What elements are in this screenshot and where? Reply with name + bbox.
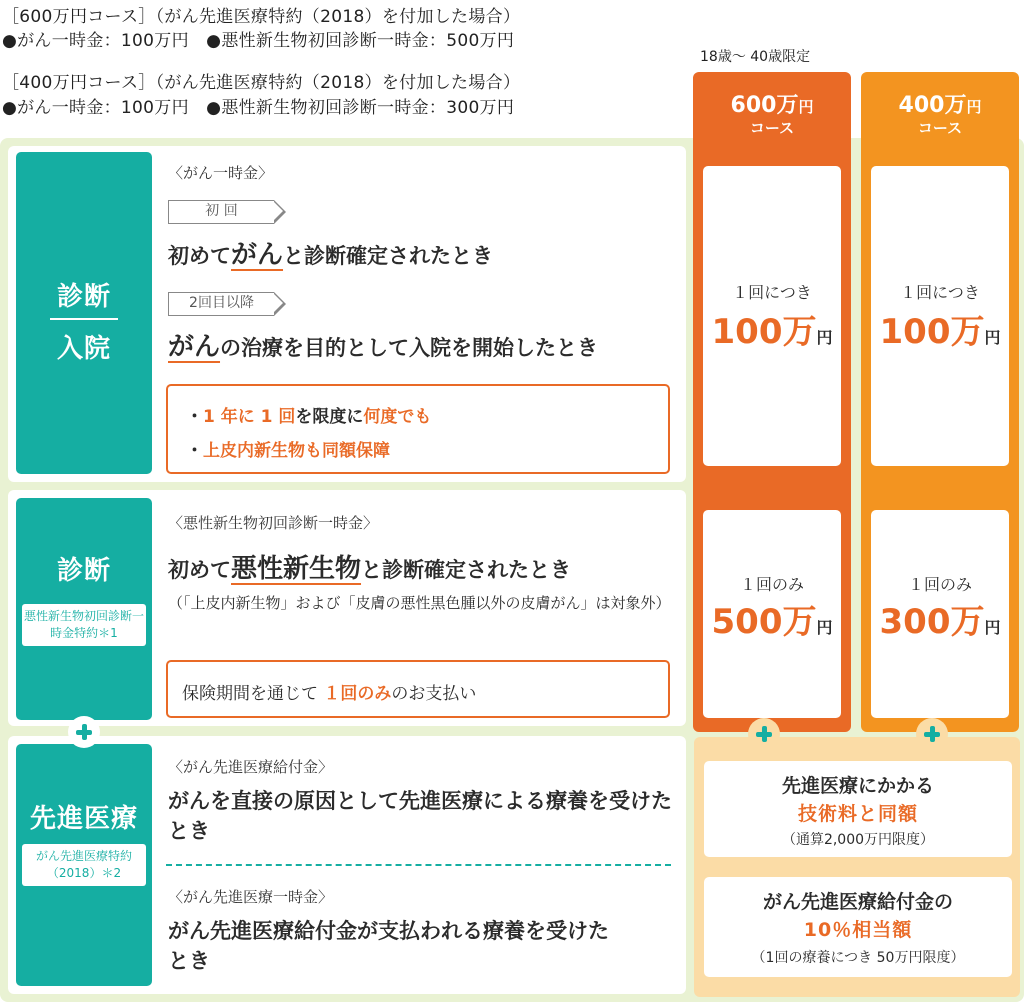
course-600-header (693, 88, 851, 138)
benefit-frequency-box (166, 384, 670, 474)
amount-value: 300万 (879, 602, 985, 642)
tab-rider-name: がん先進医療特約（2018）＊2 (22, 844, 146, 886)
tag-second-onward-label: 2回目以降 (189, 295, 254, 311)
course-unit: 円 (966, 98, 982, 116)
course-unit: 円 (798, 98, 814, 116)
tab-diagnosis-rider (16, 498, 152, 720)
cell-amount (871, 304, 1009, 353)
caption-advanced-benefit: 〈がん先進医療給付金〉 (168, 758, 334, 776)
advanced-lump-box (704, 877, 1012, 977)
cell-amount (871, 594, 1009, 643)
tag-first-time (168, 200, 274, 224)
tab-divider (50, 318, 118, 320)
benefit-limit: （通算2,000万円限度） (781, 832, 935, 848)
course-600-cell-gan (703, 166, 841, 466)
condition-malignant-diagnosis (168, 548, 571, 585)
course-400-header (861, 88, 1019, 138)
benefit-line: 先進医療にかかる (781, 775, 934, 797)
caption-gan-ichijikin: 〈がん一時金〉 (168, 164, 274, 182)
course-amount: 400万 (898, 93, 967, 118)
cell-amount (703, 304, 841, 353)
course-400-cell-malignant (871, 510, 1009, 718)
amount-unit: 円 (816, 328, 833, 347)
box-text: のお支払い (391, 684, 477, 704)
tab-advanced-medical (16, 744, 152, 986)
cell-label: １回のみ (907, 575, 972, 594)
advanced-medical-benefits (694, 737, 1020, 997)
cell-label: １回につき (732, 283, 812, 302)
course600-title: ［600万円コース］（がん先進医療特約（2018）を付加した場合） (2, 7, 521, 27)
highlight-text: 1 年に 1 回 (203, 407, 296, 427)
condition-advanced-benefit: がんを直接の原因として先進医療による療養を受けたとき (168, 789, 672, 843)
highlight-text: 何度でも (363, 407, 432, 427)
condition-hospitalization (168, 326, 598, 363)
bullet-in-situ (186, 436, 390, 461)
benefit-limit: （1回の療養につき 50万円限度） (751, 950, 965, 966)
cell-label: １回のみ (739, 575, 804, 594)
tab-rider-name: 悪性新生物初回診断一時金特約＊1 (22, 604, 146, 646)
amount-unit: 円 (816, 618, 833, 637)
plus-icon (916, 718, 948, 750)
course-600-cell-malignant (703, 510, 841, 718)
dashed-divider (166, 864, 671, 866)
box-text: 保険期間を通じて (182, 684, 324, 704)
plus-icon (748, 718, 780, 750)
advanced-benefit-box (704, 761, 1012, 857)
tag-second-onward (168, 292, 274, 316)
course-amount: 600万 (730, 93, 799, 118)
course400-detail: ●がん一時金：100万円 ●悪性新生物初回診断一時金：300万円 (2, 98, 515, 118)
exclusion-note: （「上皮内新生物」および「皮膚の悪性黒色腫以外の皮膚がん」は対象外） (168, 594, 671, 612)
caption-malignant: 〈悪性新生物初回診断一時金〉 (168, 514, 379, 532)
amount-unit: 円 (984, 328, 1001, 347)
amount-unit: 円 (984, 618, 1001, 637)
age-limit-note: 18歳～ 40歳限定 (700, 49, 811, 65)
tab-title-diagnosis: 診断 (56, 282, 111, 312)
condition-first-diagnosis (168, 234, 493, 271)
cell-label: １回につき (900, 283, 980, 302)
condition-text: と診断確定されたとき (283, 244, 494, 268)
course400-title: ［400万円コース］（がん先進医療特約（2018）を付加した場合） (2, 73, 521, 93)
highlight-text: 上皮内新生物も同額保障 (203, 441, 390, 461)
condition-text: 初めて (168, 244, 231, 268)
bullet-dot: ・ (186, 441, 203, 461)
tab-title-hospitalization: 入院 (56, 334, 111, 364)
tab-title-advanced: 先進医療 (29, 804, 138, 834)
benefit-highlight: 10％相当額 (803, 919, 913, 941)
tab-diagnosis-hospitalization (16, 152, 152, 474)
condition-text: 初めて (168, 558, 231, 582)
highlight-text: １回のみ (323, 684, 392, 704)
condition-text: の治療を目的として入院を開始したとき (220, 336, 599, 360)
payment-once-text (182, 679, 476, 704)
amount-value: 100万 (879, 312, 985, 352)
keyword-malignant: 悪性新生物 (231, 554, 362, 584)
tag-first-time-label: 初 回 (205, 203, 238, 219)
bullet-text: を限度に (295, 407, 364, 427)
bullet-frequency (186, 402, 431, 427)
course-label: コース (917, 119, 963, 137)
tab-title-diagnosis: 診断 (56, 556, 111, 586)
benefit-highlight: 技術料と同額 (797, 803, 918, 825)
keyword-gan: がん (231, 240, 284, 270)
bullet-dot: ・ (186, 407, 203, 427)
benefit-line: がん先進医療給付金の (762, 891, 953, 913)
course-400-column (861, 72, 1019, 732)
caption-advanced-lump: 〈がん先進医療一時金〉 (168, 888, 334, 906)
course-400-cell-gan (871, 166, 1009, 466)
course-label: コース (749, 119, 795, 137)
amount-value: 500万 (711, 602, 817, 642)
amount-value: 100万 (711, 312, 817, 352)
condition-text: と診断確定されたとき (361, 558, 572, 582)
course-600-column (693, 72, 851, 732)
payment-once-box (166, 660, 670, 718)
condition-advanced-lump: がん先進医療給付金が支払われる療養を受けたとき (168, 919, 609, 973)
plus-icon (68, 716, 100, 748)
cell-amount (703, 594, 841, 643)
keyword-gan: がん (168, 332, 221, 362)
course600-detail: ●がん一時金：100万円 ●悪性新生物初回診断一時金：500万円 (2, 31, 515, 51)
